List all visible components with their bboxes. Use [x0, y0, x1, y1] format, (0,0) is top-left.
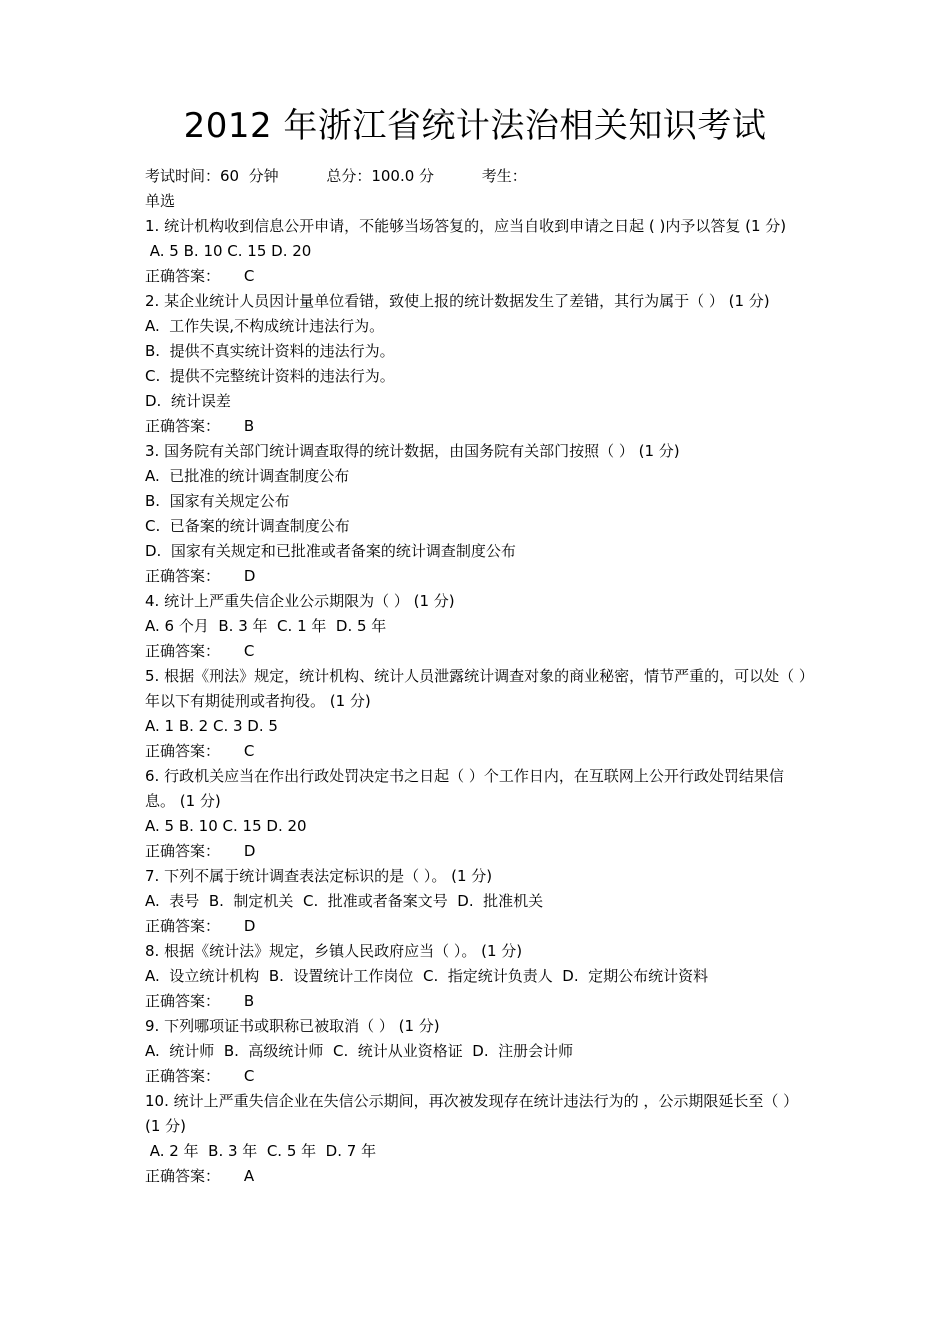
question-2-option-c: C. 提供不完整统计资料的违法行为。 [145, 367, 395, 385]
answer-row [145, 839, 810, 864]
answer-row [145, 1164, 810, 1189]
answer-label: 正确答案： [145, 267, 221, 285]
answer-value: B [243, 417, 255, 435]
question-7-options: A. 表号 B. 制定机关 C. 批准或者备案文号 D. 批准机关 [145, 892, 544, 910]
question-3-option-a: A. 已批准的统计调查制度公布 [145, 467, 350, 485]
question-5-options: A. 1 B. 2 C. 3 D. 5 [145, 717, 278, 735]
answer-label: 正确答案： [145, 1067, 221, 1085]
answer-value: C [243, 642, 255, 660]
answer-row [145, 414, 810, 439]
exam-meta [145, 164, 810, 189]
question-4: 4. 统计上严重失信企业公示期限为（ ） (1 分) [145, 592, 455, 610]
question-2-option-b: B. 提供不真实统计资料的违法行为。 [145, 342, 395, 360]
exam-time: 考试时间：60 分钟 [145, 167, 279, 185]
question-2: 2. 某企业统计人员因计量单位看错，致使上报的统计数据发生了差错，其行为属于（ ） (1 分) [145, 292, 770, 310]
question-3: 3. 国务院有关部门统计调查取得的统计数据，由国务院有关部门按照（ ） (1 分) [145, 442, 680, 460]
answer-row [145, 914, 810, 939]
question-9-options: A. 统计师 B. 高级统计师 C. 统计从业资格证 D. 注册会计师 [145, 1042, 574, 1060]
question-7: 7. 下列不属于统计调查表法定标识的是（ ）。 (1 分) [145, 867, 493, 885]
question-3-option-b: B. 国家有关规定公布 [145, 492, 290, 510]
question-9: 9. 下列哪项证书或职称已被取消（ ） (1 分) [145, 1017, 440, 1035]
page-title: 2012 年浙江省统计法治相关知识考试 [183, 106, 767, 146]
answer-label: 正确答案： [145, 417, 221, 435]
question-4-options: A. 6 个月 B. 3 年 C. 1 年 D. 5 年 [145, 617, 387, 635]
answer-label: 正确答案： [145, 567, 221, 585]
answer-row [145, 739, 810, 764]
question-2-option-a: A. 工作失误,不构成统计违法行为。 [145, 317, 385, 335]
question-8: 8. 根据《统计法》规定，乡镇人民政府应当（ ）。 (1 分) [145, 942, 523, 960]
answer-value: D [243, 567, 256, 585]
answer-value: A [243, 1167, 255, 1185]
question-3-option-d: D. 国家有关规定和已批准或者备案的统计调查制度公布 [145, 542, 516, 560]
question-1: 1. 统计机构收到信息公开申请，不能够当场答复的，应当自收到申请之日起 ( )内予以答复 (1 分) [145, 217, 787, 235]
answer-label: 正确答案： [145, 642, 221, 660]
answer-row [145, 639, 810, 664]
answer-row [145, 1064, 810, 1089]
question-2-option-d: D. 统计误差 [145, 392, 231, 410]
exam-total: 总分：100.0 分 [326, 167, 435, 185]
answer-value: B [243, 992, 255, 1010]
question-6: 6. 行政机关应当在作出行政处罚决定书之日起（ ）个工作日内，在互联网上公开行政处罚结果信息。 (1 分) [145, 767, 784, 810]
exam-content [145, 164, 810, 1189]
exam-candidate: 考生： [481, 167, 527, 185]
answer-row [145, 264, 810, 289]
answer-label: 正确答案： [145, 1167, 221, 1185]
answer-row [145, 989, 810, 1014]
question-5: 5. 根据《刑法》规定，统计机构、统计人员泄露统计调查对象的商业秘密，情节严重的，可以处（ ）年以下有期徒刑或者拘役。 (1 分) [145, 667, 807, 710]
answer-value: C [243, 267, 255, 285]
answer-label: 正确答案： [145, 742, 221, 760]
question-10-options: A. 2 年 B. 3 年 C. 5 年 D. 7 年 [145, 1142, 377, 1160]
answer-value: C [243, 742, 255, 760]
answer-row [145, 564, 810, 589]
answer-value: C [243, 1067, 255, 1085]
section-heading: 单选 [145, 192, 176, 210]
answer-label: 正确答案： [145, 842, 221, 860]
question-10: 10. 统计上严重失信企业在失信公示期间，再次被发现存在统计违法行为的 ，公示期限延长至（ ） (1 分) [145, 1092, 799, 1135]
answer-label: 正确答案： [145, 917, 221, 935]
question-3-option-c: C. 已备案的统计调查制度公布 [145, 517, 350, 535]
question-6-options: A. 5 B. 10 C. 15 D. 20 [145, 817, 307, 835]
question-8-options: A. 设立统计机构 B. 设置统计工作岗位 C. 指定统计负责人 D. 定期公布统计资料 [145, 967, 709, 985]
answer-value: D [243, 917, 256, 935]
question-1-options: A. 5 B. 10 C. 15 D. 20 [145, 242, 312, 260]
answer-label: 正确答案： [145, 992, 221, 1010]
answer-value: D [243, 842, 256, 860]
